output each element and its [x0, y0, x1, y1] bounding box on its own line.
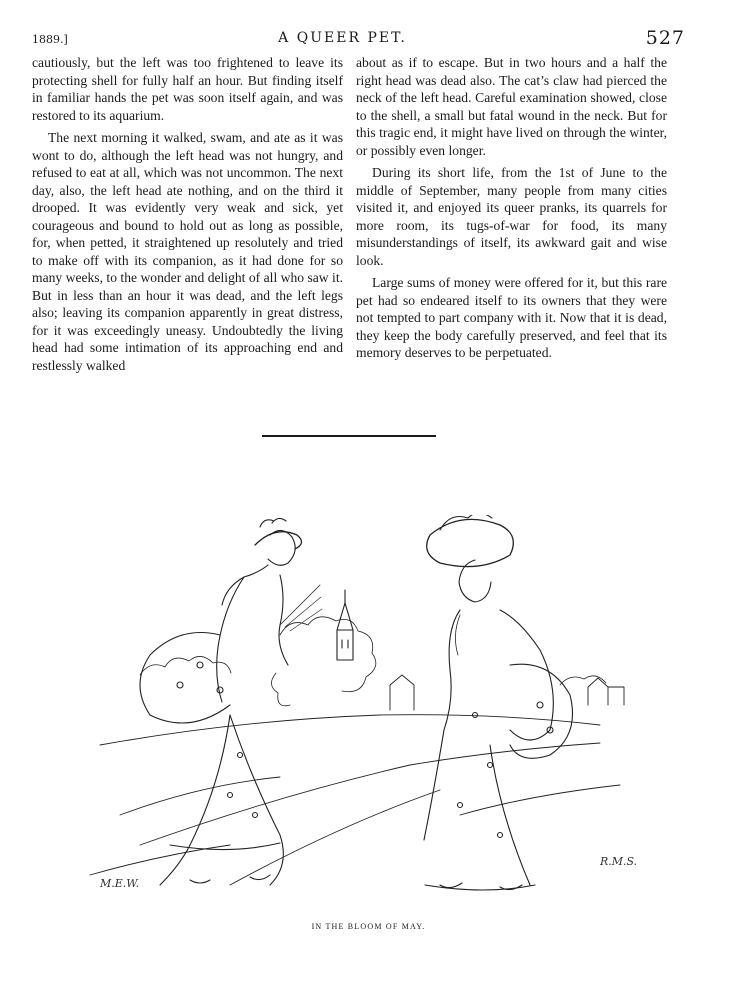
artist-signature-right: R.M.S.	[600, 855, 638, 868]
paragraph: Large sums of money were offered for it, but this rare pet had so endeared itself to its owners that they were not tempted to part company with it. Now that it is dead, they keep the body carefully preserved, and feel that its memory deserves to be perpetuated.	[356, 275, 667, 360]
paragraph: about as if to escape. But in two hours and a half the right head was dead also. The cat’s claw had pierced the neck of the left head. Careful examination showed, close to the shell, a small but fatal wound in the neck. But for this tragic end, it might have lived on through the winter, or possibly even longer.	[356, 55, 667, 158]
church-steeple	[337, 590, 353, 660]
paragraph: cautiously, but the left was too frightened to leave its protecting shell for fully half an hour. But finding itself in familiar hands the pet was soon itself again, and was restored to its aquarium.	[32, 55, 343, 123]
left-lady-figure	[140, 518, 322, 885]
running-header	[32, 27, 685, 52]
header-year: 1889.]	[32, 33, 68, 46]
section-divider	[262, 435, 436, 437]
paragraph: During its short life, from the 1st of June to the middle of September, many people from many cities visited it, and enjoyed its queer pranks, its quarrels for more room, its tugs-of-war for food, its many misunderstandings of itself, its awkward gait and wise look.	[356, 165, 667, 268]
paragraph: The next morning it walked, swam, and ate as it was wont to do, although the left head was not hungry, and refused to eat at all, which was not uncommon. The next day, also, the left head ate nothing, and on the third it drooped. It was evidently very weak and sick, yet courageous and bound to hold out as long as possible, for, when petted, it straightened up resolutely and tried to make off with its companion, as it had done for so many weeks, to the wonder and delight of all who saw it. But in less than an hour it was dead, and the left legs also; leaving its companion apparently in great distress, for it was exceedingly uneasy. Undoubtedly the living head had some intimation of its approaching end and restlessly walked	[32, 130, 343, 373]
ground-lines	[90, 715, 620, 885]
background-trees	[140, 617, 606, 706]
artist-signature-left: M.E.W.	[100, 877, 140, 890]
header-title: A QUEER PET.	[278, 30, 407, 46]
distant-houses	[390, 675, 624, 710]
left-column	[32, 54, 343, 374]
page-number: 527	[645, 27, 685, 49]
right-lady-figure	[424, 515, 573, 890]
illustration-caption: IN THE BLOOM OF MAY.	[311, 922, 426, 931]
illustration-two-ladies	[80, 515, 660, 915]
right-column	[356, 54, 667, 362]
